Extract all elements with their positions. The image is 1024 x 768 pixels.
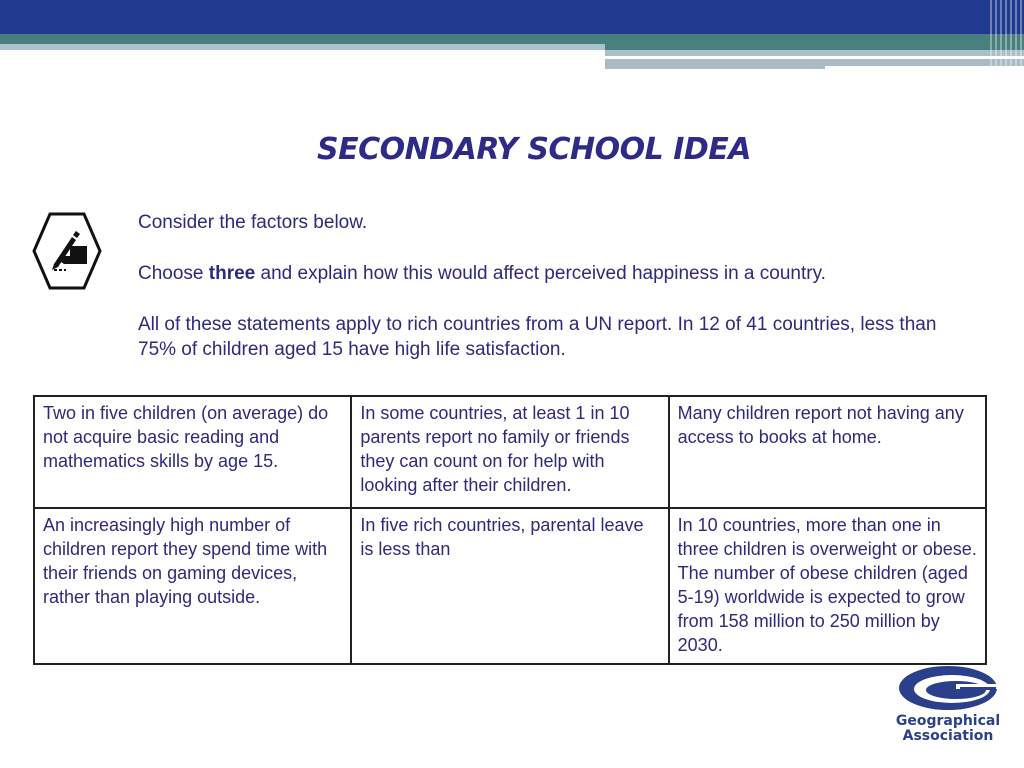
table-row: [34, 508, 986, 664]
choose-emphasis: three: [208, 263, 256, 284]
factor-cell: In 10 countries, more than one in three children is overweight or obese. The number of obese children (aged 5-19) worldwide is expected to grow from 158 million to 250 million by 2030.: [669, 508, 986, 664]
choose-word: Choose: [138, 263, 204, 284]
factor-cell: In some countries, at least 1 in 10 parents report no family or friends they can count on for help with looking after their children.: [351, 396, 668, 508]
logo-text: [893, 714, 1003, 744]
hand-writing-hexagon-icon: [32, 212, 102, 290]
slide-title: SECONDARY SCHOOL IDEA: [317, 132, 751, 167]
instruction-choose: [138, 261, 998, 286]
table-row: [34, 396, 986, 508]
factor-cell: Many children report not having any access to books at home.: [669, 396, 986, 508]
header-stripes: [990, 0, 1024, 69]
choose-rest: and explain how this would affect perceived happiness in a country.: [260, 263, 826, 284]
instruction-consider: Consider the factors below.: [138, 212, 368, 233]
factor-cell: In five rich countries, parental leave is less than: [351, 508, 668, 664]
logo-line-2: Association: [902, 728, 994, 744]
factors-table: [33, 395, 987, 665]
header-band-light: [0, 44, 605, 50]
instructions: [138, 210, 998, 388]
factor-cell: Two in five children (on average) do not acquire basic reading and mathematics skills by age 15.: [34, 396, 351, 508]
factor-cell: An increasingly high number of children report they spend time with their friends on gaming devices, rather than playing outside.: [34, 508, 351, 664]
header-band-blue: [0, 0, 1024, 34]
logo-line-1: Geographical: [895, 713, 1001, 729]
instruction-context: All of these statements apply to rich countries from a UN report. In 12 of 41 countries, less than 75% of children aged 15 have high life satisfaction.: [138, 314, 937, 360]
